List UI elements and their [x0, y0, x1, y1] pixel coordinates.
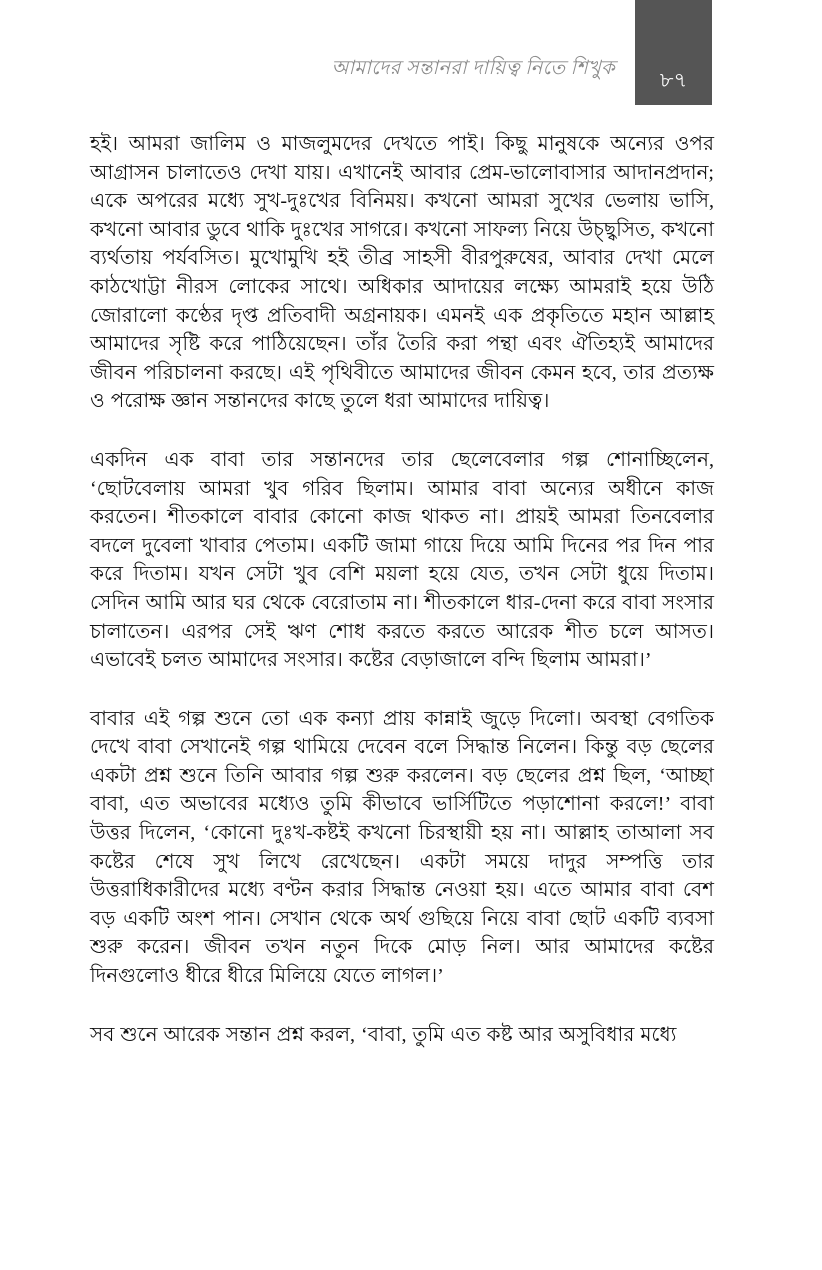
paragraph: একদিন এক বাবা তার সন্তানদের তার ছেলেবেলার গল্প শোনাচ্ছিলেন, ‘ছোটবেলায় আমরা খুব গরিব ছিলাম। আমার বাবা অন্যের অধীনে কাজ করতেন। শীতকালে বাবার কোনো কাজ থাকত না। প্রায়ই আমরা তিনবেলার বদলে দুবেলা খাবার পেতাম। একটি জামা গায়ে দিয়ে আমি দিনের পর দিন পার করে দিতাম। যখন সেটা খুব বেশি ময়লা হয়ে যেত, তখন সেটা ধুয়ে দিতাম। সেদিন আমি আর ঘর থেকে বেরোতাম না। শীতকালে ধার-দেনা করে বাবা সংসার চালাতেন। এরপর সেই ঋণ শোধ করতে করতে আরেক শীত চলে আসত। এভাবেই চলত আমাদের সংসার। কষ্টের বেড়াজালে বন্দি ছিলাম আমরা।’	[90, 448, 714, 672]
page-number-box	[635, 0, 712, 105]
running-header-title: আমাদের সন্তানরা দায়িত্ব নিতে শিখুক	[331, 58, 615, 79]
body-text-column	[90, 130, 714, 1049]
paragraph: হই। আমরা জালিম ও মাজলুমদের দেখতে পাই। কিছু মানুষকে অন্যের ওপর আগ্রাসন চালাতেও দেখা যায়। এখানেই আবার প্রেম-ভালোবাসার আদানপ্রদান; একে অপরের মধ্যে সুখ-দুঃখের বিনিময়। কখনো আমরা সুখের ভেলায় ভাসি, কখনো আবার ডুবে থাকি দুঃখের সাগরে। কখনো সাফল্য নিয়ে উচ্ছ্বসিত, কখনো ব্যর্থতায় পর্যবসিত। মুখোমুখি হই তীব্র সাহসী বীরপুরুষের, আবার দেখা মেলে কাঠখোট্টা নীরস লোকের সাথে। অধিকার আদায়ের লক্ষ্যে আমরাই হয়ে উঠি জোরালো কণ্ঠের দৃপ্ত প্রতিবাদী অগ্রনায়ক। এমনই এক প্রকৃতিতে মহান আল্লাহ আমাদের সৃষ্টি করে পাঠিয়েছেন। তাঁর তৈরি করা পন্থা এবং ঐতিহ্যই আমাদের জীবন পরিচালনা করছে। এই পৃথিবীতে আমাদের জীবন কেমন হবে, তার প্রত্যক্ষ ও পরোক্ষ জ্ঞান সন্তানদের কাছে তুলে ধরা আমাদের দায়িত্ব।	[90, 133, 714, 413]
page-number: ৮৭	[659, 68, 688, 92]
paragraph: সব শুনে আরেক সন্তান প্রশ্ন করল, ‘বাবা, তুমি এত কষ্ট আর অসুবিধার মধ্যে	[90, 1023, 677, 1046]
paragraph: বাবার এই গল্প শুনে তো এক কন্যা প্রায় কান্নাই জুড়ে দিলো। অবস্থা বেগতিক দেখে বাবা সেখানেই গল্প থামিয়ে দেবেন বলে সিদ্ধান্ত নিলেন। কিন্তু বড় ছেলের একটা প্রশ্ন শুনে তিনি আবার গল্প শুরু করলেন। বড় ছেলের প্রশ্ন ছিল, ‘আচ্ছা বাবা, এত অভাবের মধ্যেও তুমি কীভাবে ভার্সিটিতে পড়াশোনা করলে!’ বাবা উত্তর দিলেন, ‘কোনো দুঃখ-কষ্টই কখনো চিরস্থায়ী হয় না। আল্লাহ তাআলা সব কষ্টের শেষে সুখ লিখে রেখেছেন। একটা সময়ে দাদুর সম্পত্তি তার উত্তরাধিকারীদের মধ্যে বণ্টন করার সিদ্ধান্ত নেওয়া হয়। এতে আমার বাবা বেশ বড় একটি অংশ পান। সেখান থেকে অর্থ গুছিয়ে নিয়ে বাবা ছোট একটি ব্যবসা শুরু করেন। জীবন তখন নতুন দিকে মোড় নিল। আর আমাদের কষ্টের দিনগুলোও ধীরে ধীরে মিলিয়ে যেতে লাগল।’	[90, 707, 714, 988]
page-header	[0, 0, 822, 108]
